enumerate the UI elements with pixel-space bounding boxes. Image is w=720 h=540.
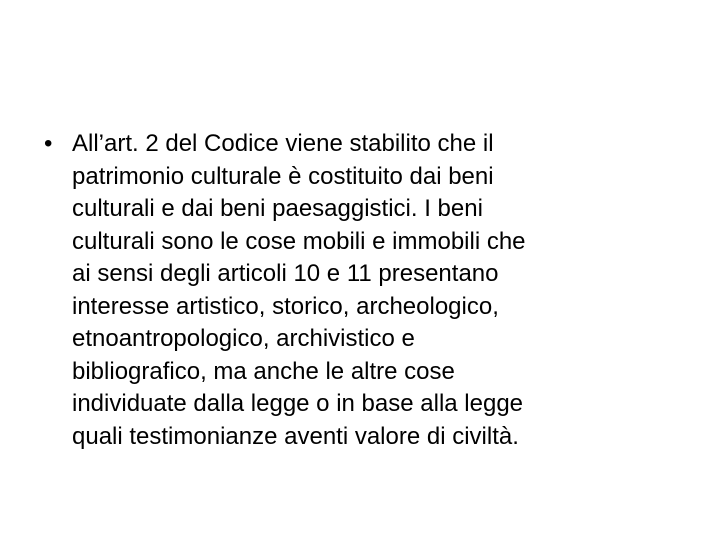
- bullet-text-line: culturali e dai beni paesaggistici. I beni: [72, 195, 483, 222]
- bullet-item: [44, 128, 684, 453]
- bullet-text-line: culturali sono le cose mobili e immobili che: [72, 227, 526, 255]
- bullet-text-line: patrimonio culturale è costituito dai beni: [72, 162, 494, 190]
- bullet-marker: •: [44, 130, 53, 157]
- bullet-text-line: quali testimonianze aventi valore di civiltà.: [72, 422, 519, 450]
- bullet-text-line: ai sensi degli articoli 10 e 11 presentano: [72, 260, 499, 287]
- bullet-text-line: interesse artistico, storico, archeologico,: [72, 292, 499, 320]
- bullet-text-line: individuate dalla legge o in base alla legge: [72, 390, 524, 417]
- bullet-text-line: All’art. 2 del Codice viene stabilito che il: [72, 130, 494, 157]
- bullet-list: [44, 128, 684, 453]
- bullet-text-line: etnoantropologico, archivistico e: [72, 325, 415, 352]
- bullet-text-line: bibliografico, ma anche le altre cose: [72, 357, 455, 385]
